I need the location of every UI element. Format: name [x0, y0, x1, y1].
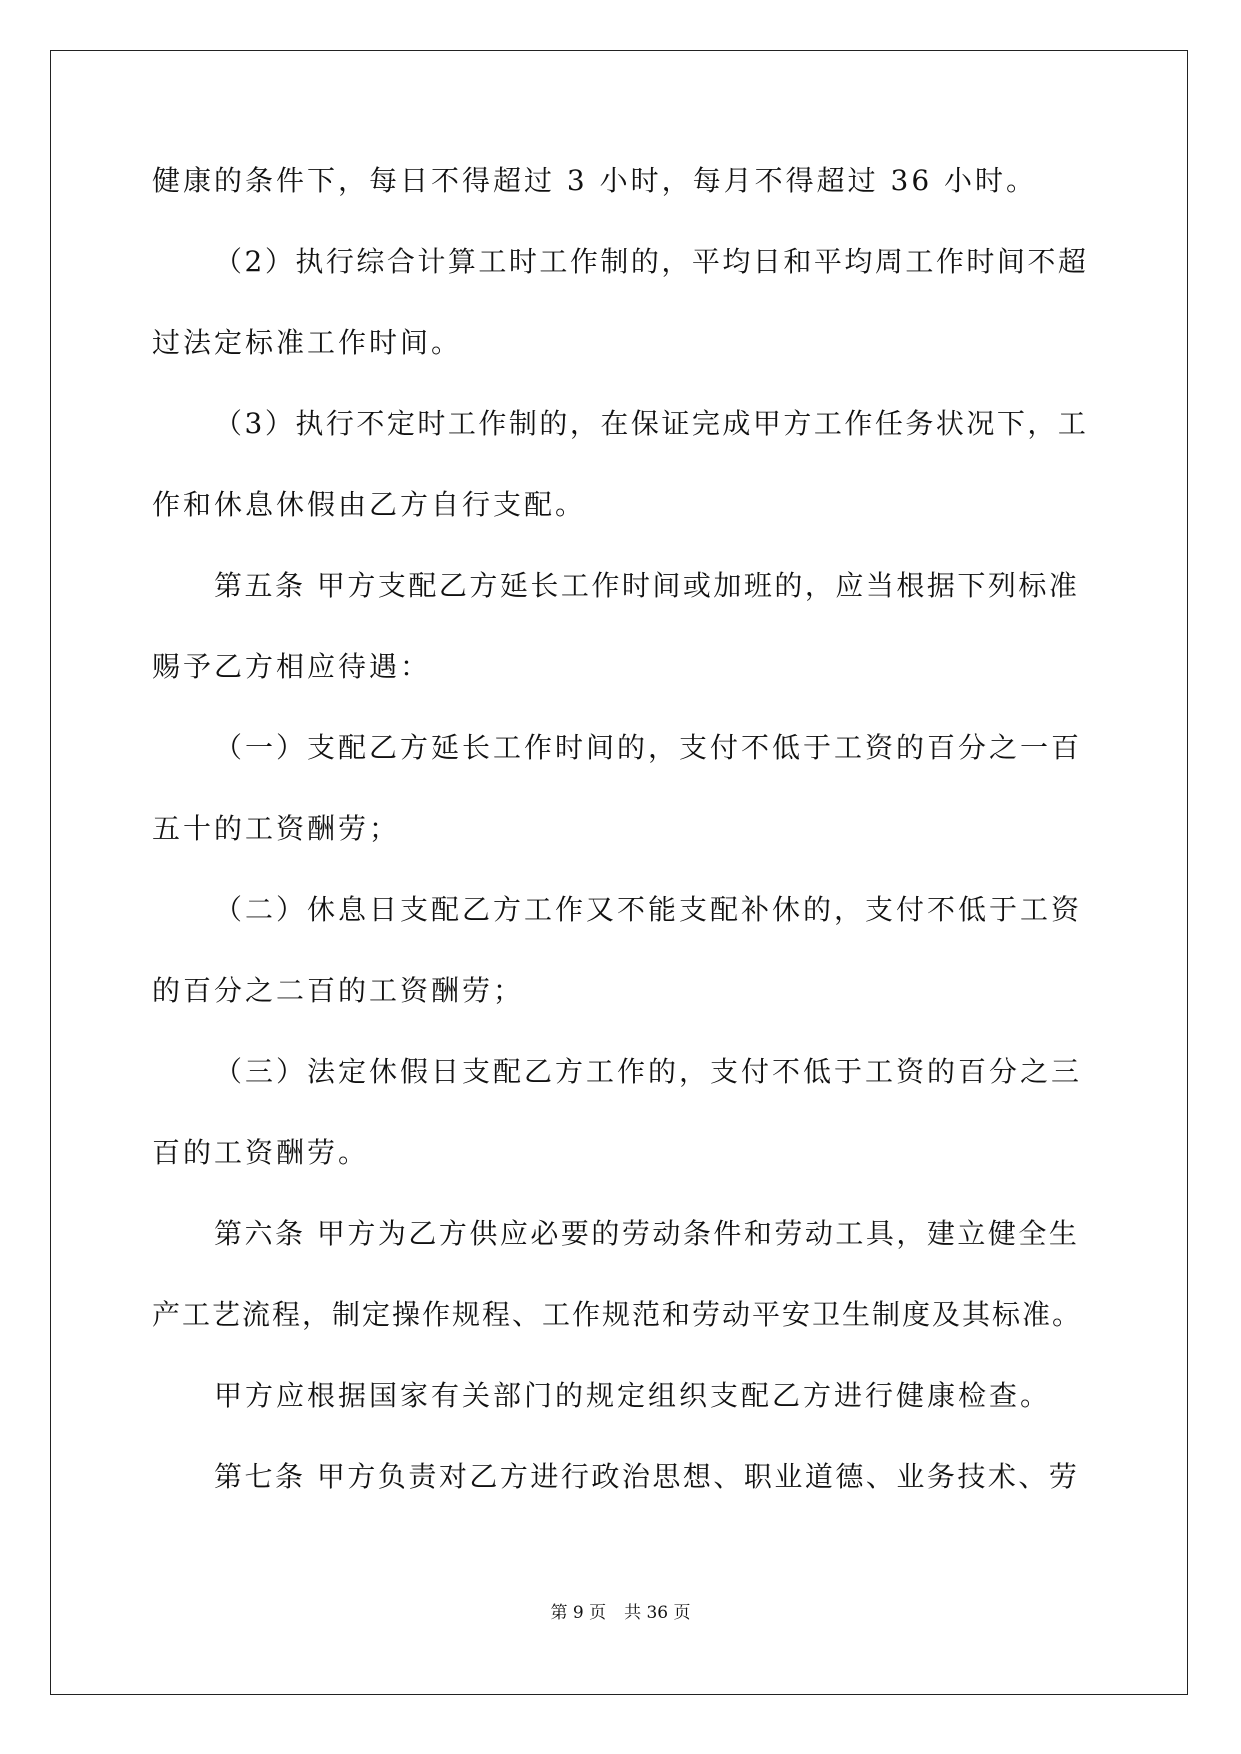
text-line: 第五条 甲方支配乙方延长工作时间或加班的，应当根据下列标准 — [214, 569, 1080, 602]
text-line: 甲方应根据国家有关部门的规定组织支配乙方进行健康检查。 — [214, 1379, 1052, 1412]
text-line: 百的工资酬劳。 — [152, 1136, 370, 1169]
text-line: 的百分之二百的工资酬劳； — [152, 974, 525, 1007]
text-line: 作和休息休假由乙方自行支配。 — [152, 488, 587, 521]
text-line: （2）执行综合计算工时工作制的，平均日和平均周工作时间不超 — [214, 245, 1089, 278]
text-line: 第七条 甲方负责对乙方进行政治思想、职业道德、业务技术、劳 — [214, 1460, 1080, 1493]
text-line: 赐予乙方相应待遇： — [152, 650, 432, 683]
text-line: 五十的工资酬劳； — [152, 812, 401, 845]
text-line: （3）执行不定时工作制的，在保证完成甲方工作任务状况下，工 — [214, 407, 1089, 440]
text-line: 过法定标准工作时间。 — [152, 326, 463, 359]
text-line: 健康的条件下，每日不得超过 3 小时，每月不得超过 36 小时。 — [152, 164, 1038, 197]
page-number: 第 9 页 — [550, 1603, 607, 1623]
text-line: （二）休息日支配乙方工作又不能支配补休的，支付不低于工资 — [214, 893, 1083, 926]
text-line: （一）支配乙方延长工作时间的，支付不低于工资的百分之一百 — [214, 731, 1083, 764]
text-line: （三）法定休假日支配乙方工作的，支付不低于工资的百分之三 — [214, 1055, 1083, 1088]
document-body — [152, 160, 1092, 1537]
page-total: 共 36 页 — [624, 1603, 691, 1623]
page-footer — [0, 1598, 1241, 1623]
text-line: 产工艺流程，制定操作规程、工作规范和劳动平安卫生制度及其标准。 — [152, 1298, 1083, 1331]
text-line: 第六条 甲方为乙方供应必要的劳动条件和劳动工具，建立健全生 — [214, 1217, 1080, 1250]
